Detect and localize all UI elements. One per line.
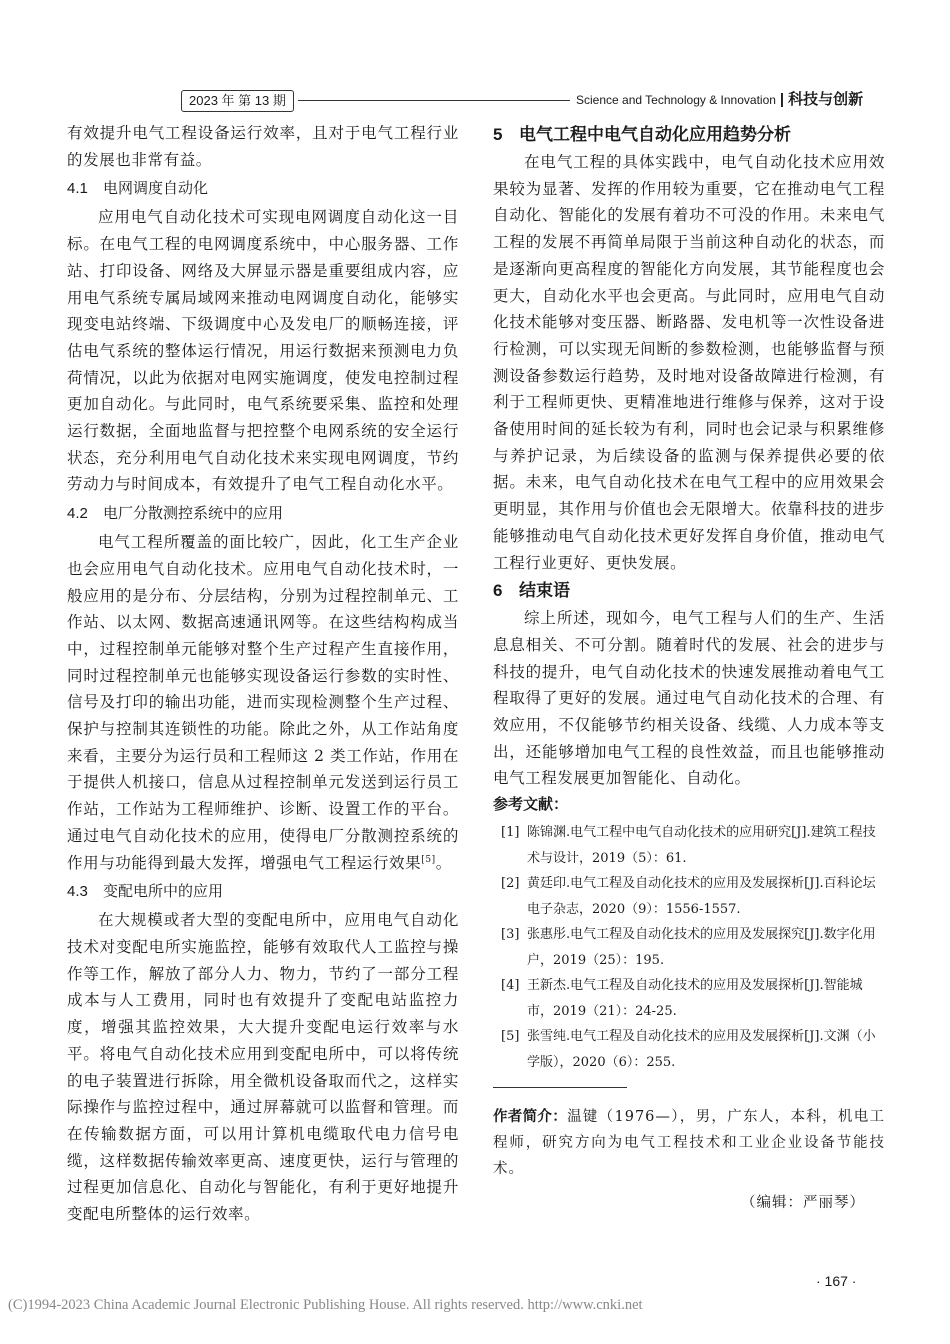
reference-item xyxy=(493,820,885,871)
right-column xyxy=(493,120,885,1216)
heading-4-2 xyxy=(67,499,459,528)
reference-text: 张雪纯.电气工程及自动化技术的应用及发展探析[J].文渊（小学版），2020（6）：255. xyxy=(527,1029,876,1070)
paragraph-text: 电气工程所覆盖的面比较广，因此，化工生产企业也会应用电气自动化技术。应用电气自动化技术时，一般应用的是分布、分层结构，分别为过程控制单元、工作站、以太网、数据高速通讯网等。在这些结构构成当中，过程控制单元能够对整个生产过程产生直接作用，同时过程控制单元也能够实现设备运行参数的实时性、信号及打印的输出功能，进而实现检测整个生产过程、保护与控制其连锁性的功能。除此之外，从工作站角度来看，主要分为运行员和工程师这 2 类工作站，作用在于提供人机接口，信息从过程控制单元发送到运行员工作站，工作站为工程师维护、诊断、设置工作的平台。通过电气自动化技术的应用，使得电厂分散测控系统的作用与功能得到最大发挥，增强电气工程运行效果 xyxy=(67,533,459,872)
reference-number: [3] xyxy=(501,927,520,943)
left-column xyxy=(67,120,459,1228)
author-bio xyxy=(493,1104,885,1182)
references-title: 参考文献： xyxy=(493,796,569,814)
citation-5[interactable]: [5] xyxy=(421,854,436,865)
issue-label: 2023 年 第 13 期 xyxy=(181,90,294,112)
reference-item xyxy=(493,1024,885,1075)
paragraph-6: 综上所述，现如今，电气工程与人们的生产、生活息息相关、不可分割。随着时代的发展、社会的进步与科技的提升，电气自动化技术的快速发展推动着电气工程取得了更好的发展。通过电气自动化技术的合理、有效应用，不仅能够节约相关设备、线缆、人力成本等支出，还能够增加电气工程的良性效益，而且也能够推动电气工程发展更加智能化、自动化。 xyxy=(493,609,885,788)
heading-4-3 xyxy=(67,877,459,906)
header-rule xyxy=(298,100,570,101)
paragraph-5: 在电气工程的具体实践中，电气自动化技术应用效果较为显著、发挥的作用较为重要，它在推动电气工程自动化、智能化的发展有着功不可没的作用。未来电气工程的发展不再简单局限于当前这种自动化的状态，而是逐渐向更高程度的智能化方向发展，其节能程度也会更大，自动化水平也会更高。与此同时，应用电气自动化技术能够对变压器、断路器、发电机等一次性设备进行检测，可以实现无间断的参数检测，也能够监督与预测设备参数运行趋势，及时地对设备故障进行检测，有利于工程师更快、更精准地进行维修与保养，这对于设备使用时间的延长较为有利，同时也会记录与积累维修与养护记录，为后续设备的监测与保养提供必要的依据。未来，电气自动化技术在电气工程中的应用效果会更明显，其作用与价值也会无限增大。依靠科技的进步能够推动电气自动化技术更好发挥自身价值，推动电气工程行业更好、更快发展。 xyxy=(493,153,885,572)
paragraph-4-1: 应用电气自动化技术可实现电网调度自动化这一目标。在电气工程的电网调度系统中，中心服务器、工作站、打印设备、网络及大屏显示器是重要组成内容，应用电气系统专属局域网来推动电网调度自动化，能够实现变电站终端、下级调度中心及发电厂的顺畅连接，评估电气系统的整体运行情况，用运行数据来预测电力负荷情况，以此为依据对电网实施调度，使发电控制过程更加自动化。与此同时，电气系统要采集、监控和处理运行数据，全面地监督与把控整个电网系统的安全运行状态，充分利用电气自动化技术来实现电网调度，节约劳动力与时间成本，有效提升了电气工程自动化水平。 xyxy=(67,208,459,494)
editor-note: （编辑：严丽琴） xyxy=(741,1195,865,1212)
author-label: 作者简介： xyxy=(493,1109,568,1126)
heading-title: 电网调度自动化 xyxy=(103,180,209,198)
reference-item xyxy=(493,973,885,1024)
reference-text: 黄廷印.电气工程及自动化技术的应用及发展探析[J].百科论坛电子杂志，2020（9）：1556-1557. xyxy=(527,876,876,917)
footnote-rule xyxy=(493,1087,627,1088)
heading-number: 4.1 xyxy=(67,180,88,198)
heading-number: 5 xyxy=(493,125,503,144)
page-number: · 167 · xyxy=(816,1273,857,1289)
heading-number: 6 xyxy=(493,581,503,601)
reference-text: 陈锦渊.电气工程中电气自动化技术的应用研究[J].建筑工程技术与设计，2019（5）：61. xyxy=(527,825,876,866)
reference-number: [1] xyxy=(501,825,520,841)
journal-name-en: Science and Technology & Innovation xyxy=(576,93,776,107)
reference-number: [5] xyxy=(501,1029,520,1045)
reference-number: [4] xyxy=(501,978,520,994)
reference-number: [2] xyxy=(501,876,520,892)
heading-title: 结束语 xyxy=(519,581,570,601)
author-text: 温键（1976—），男，广东人，本科，机电工程师，研究方向为电气工程技术和工业企业设备节能技术。 xyxy=(493,1109,886,1178)
heading-number: 4.2 xyxy=(67,505,88,523)
copyright-footer: (C)1994-2023 China Academic Journal Electronic Publishing House. All rights reserved. http://www.cnki.net xyxy=(8,1297,643,1313)
heading-title: 电厂分散测控系统中的应用 xyxy=(103,505,284,523)
paragraph-end: 。 xyxy=(435,853,452,872)
paragraph-continued: 有效提升电气工程设备运行效率，且对于电气工程行业的发展也非常有益。 xyxy=(67,124,459,169)
journal-name-cn: 科技与创新 xyxy=(788,91,864,108)
reference-item xyxy=(493,871,885,922)
paragraph-4-3: 在大规模或者大型的变配电所中，应用电气自动化技术对变配电所实施监控，能够有效取代人工监控与操作等工作，解放了部分人力、物力，节约了一部分工程成本与人工费用，同时也有效提升了变配电站监控力度，增强其监控效果，大大提升变配电运行效率与水平。将电气自动化技术应用到变配电所中，可以将传统的电子装置进行拆除，用全微机设备取而代之，这样实际操作与监控过程中，通过屏幕就可以监督和管理。而在传输数据方面，可以用计算机电缆取代电力信号电缆，这样数据传输效率更高、速度更快，运行与管理的过程更加信息化、自动化与智能化，有利于更好地提升变配电所整体的运行效率。 xyxy=(67,911,459,1224)
heading-4-1 xyxy=(67,174,459,203)
heading-section-6 xyxy=(493,576,885,605)
heading-number: 4.3 xyxy=(67,883,88,901)
heading-section-5 xyxy=(493,120,885,149)
heading-title: 变配电所中的应用 xyxy=(103,883,224,901)
heading-title: 电气工程中电气自动化应用趋势分析 xyxy=(519,125,791,144)
reference-list xyxy=(493,820,885,1075)
paragraph-4-2 xyxy=(67,529,459,876)
reference-item xyxy=(493,922,885,973)
reference-text: 王新杰.电气工程及自动化技术的应用及发展探析[J].智能城市，2019（21）：24-25. xyxy=(527,978,863,1019)
header-separator: | xyxy=(779,91,785,108)
reference-text: 张惠彤.电气工程及自动化技术的应用及发展探究[J].数字化用户，2019（25）：195. xyxy=(527,927,876,968)
journal-header xyxy=(576,90,863,110)
